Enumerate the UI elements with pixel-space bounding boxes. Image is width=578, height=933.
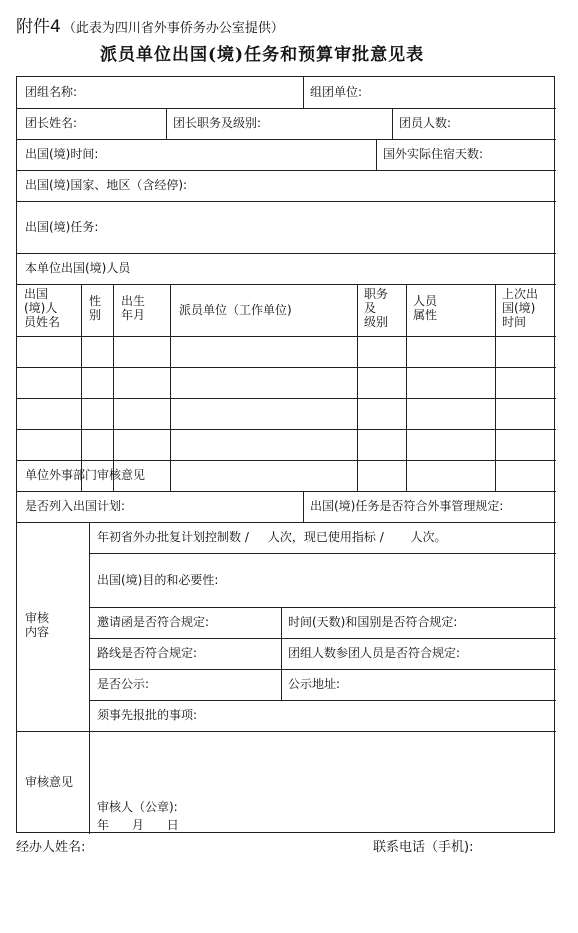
member-count-label: 团员人数:	[399, 116, 452, 130]
publicized-label: 是否公示:	[97, 677, 150, 691]
col-divider	[166, 108, 167, 139]
row-divider	[17, 139, 556, 140]
group-unit-label: 组团单位:	[310, 85, 363, 99]
countries-label: 出国(境)国家、地区（含经停):	[25, 178, 188, 192]
row-divider	[17, 522, 556, 523]
row-divider	[89, 607, 556, 608]
col-divider	[170, 284, 171, 491]
row-divider	[17, 170, 556, 171]
attachment-label	[16, 12, 284, 37]
col-divider	[89, 522, 90, 834]
row-divider	[89, 700, 556, 701]
row-divider	[17, 429, 556, 430]
purpose-label: 出国(境)目的和必要性:	[97, 573, 219, 587]
handler-label: 经办人姓名:	[16, 840, 86, 855]
group-name-label: 团组名称:	[25, 85, 78, 99]
mission-compliant-label: 出国(境)任务是否符合外事管理规定:	[310, 499, 504, 513]
col-header-unit: 派员单位（工作单位)	[179, 303, 292, 317]
row-divider	[89, 638, 556, 639]
time-country-label: 时间(天数)和国别是否符合规定:	[288, 615, 458, 629]
col-divider	[113, 284, 114, 491]
row-divider	[17, 367, 556, 368]
publicity-address-label: 公示地址:	[288, 677, 341, 691]
phone-label: 联系电话（手机):	[373, 840, 474, 855]
reviewer-seal-label: 审核人（公章):	[97, 800, 178, 814]
row-divider	[89, 669, 556, 670]
col-header-attribute: 人员 属性	[413, 294, 438, 322]
col-header-position: 职务 及 级别	[364, 287, 389, 329]
group-size-label: 团组人数参团人员是否符合规定:	[288, 646, 461, 660]
col-header-birth: 出生 年月	[121, 294, 146, 322]
in-plan-label: 是否列入出国计划:	[25, 499, 126, 513]
row-divider	[17, 284, 556, 285]
col-divider	[406, 284, 407, 491]
invitation-label: 邀请函是否符合规定:	[97, 615, 210, 629]
row-divider	[89, 553, 556, 554]
review-opinion-label: 审核意见	[25, 775, 74, 789]
col-header-gender: 性 别	[89, 294, 102, 322]
row-divider	[17, 108, 556, 109]
attachment-note: （此表为四川省外事侨务办公室提供）	[62, 21, 284, 36]
route-label: 路线是否符合规定:	[97, 646, 198, 660]
pre-approval-label: 须事先报批的事项:	[97, 708, 198, 722]
review-date-line: 年 月 日	[97, 818, 179, 832]
col-divider	[303, 491, 304, 522]
col-divider	[281, 607, 282, 700]
dept-opinion-label: 单位外事部门审核意见	[25, 468, 146, 482]
quota-line: 年初省外办批复计划控制数 / 人次，现已使用指标 / 人次。	[97, 530, 447, 544]
row-divider	[17, 731, 556, 732]
unit-personnel-label: 本单位出国(境)人员	[25, 261, 131, 275]
review-content-label: 审核 内容	[25, 611, 50, 639]
depart-time-label: 出国(境)时间:	[25, 147, 99, 161]
row-divider	[17, 398, 556, 399]
approval-form	[16, 76, 555, 833]
col-divider	[495, 284, 496, 491]
row-divider	[17, 253, 556, 254]
col-divider	[303, 77, 304, 108]
row-divider	[17, 491, 556, 492]
row-divider	[17, 460, 556, 461]
row-divider	[17, 201, 556, 202]
col-divider	[357, 284, 358, 491]
attachment-number: 附件4	[16, 17, 61, 37]
col-header-name: 出国 (境)人 员姓名	[24, 287, 61, 329]
stay-days-label: 国外实际住宿天数:	[383, 147, 484, 161]
col-divider	[376, 139, 377, 170]
form-title: 派员单位出国(境)任务和预算审批意见表	[100, 45, 425, 65]
leader-name-label: 团长姓名:	[25, 116, 78, 130]
row-divider	[17, 336, 556, 337]
col-divider	[392, 108, 393, 139]
mission-label: 出国(境)任务:	[25, 220, 99, 234]
col-divider	[81, 284, 82, 491]
col-header-last-trip: 上次出 国(境) 时间	[502, 287, 539, 329]
leader-title-label: 团长职务及级别:	[173, 116, 262, 130]
